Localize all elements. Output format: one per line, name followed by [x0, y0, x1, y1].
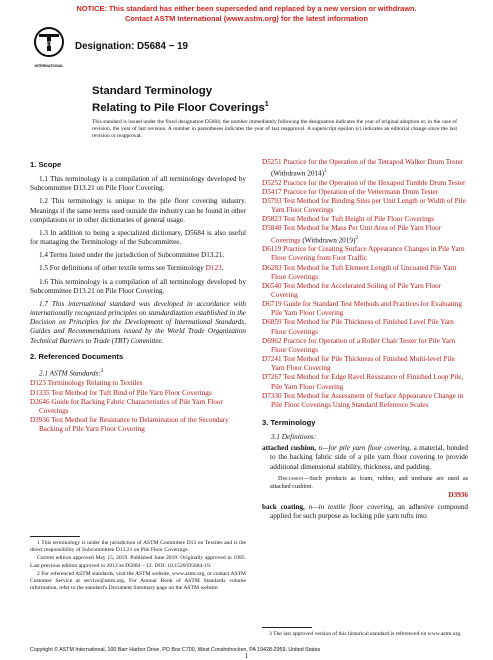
reference-code-link[interactable]: D5251 [262, 158, 282, 166]
reference-item [262, 215, 468, 224]
footnote-1-edition: Current edition approved May 15, 2019. Published June 2019. Originally approved in 1995. Last previous edition approved in 2012 as D5684 – 12. DOI: 10.1520/D5684-19. [30, 555, 246, 569]
reference-title-link[interactable]: Test Method for Edge Ravel Resistance of Finished Loop Pile, Pile Yarn Floor Covering [271, 373, 464, 391]
reference-code-link[interactable]: D6119 [262, 245, 282, 254]
astm-standards-subheading [30, 367, 246, 379]
reference-withdrawn-note: (Withdrawn 2019) [300, 236, 356, 245]
left-reference-list [30, 379, 246, 434]
reference-item [262, 392, 468, 410]
reference-title-link[interactable]: Practice for Operation of the Vettermann Drum Tester [281, 187, 439, 196]
reference-item [30, 416, 246, 434]
reference-code-link[interactable]: D7267 [262, 373, 282, 382]
scope-1-5-text: 1.5 For definitions of other textile terms see Terminology [39, 264, 206, 273]
page-number: 1 [244, 652, 249, 660]
reference-title-link[interactable]: Test Method for Pile Thickness of Finished Multi-level Pile Yarn Floor Covering [271, 355, 455, 373]
reference-code-link[interactable]: D3936 [30, 415, 50, 424]
scope-1-3: 1.3 In addition to being a specialized dictionary, D5684 is also useful for managing the Terminology of the Subcommittee. [30, 228, 246, 247]
reference-title-link[interactable]: Practice for the Operation of the Tetrapod Walker Drum Tester [281, 158, 464, 166]
reference-item [262, 179, 468, 188]
reference-code-link[interactable]: D6719 [262, 300, 282, 309]
term-back-coating [262, 503, 468, 521]
reference-item [262, 264, 468, 282]
reference-title-link[interactable]: Test Method for Resistance to Delamination of the Secondary Backing of Pile Yarn Floor Covering [39, 415, 229, 434]
reference-item [262, 355, 468, 373]
reference-code-link[interactable]: D5823 [262, 215, 282, 224]
reference-item [262, 197, 468, 215]
scope-1-5 [30, 264, 246, 273]
reference-code-link[interactable]: D7330 [262, 391, 282, 400]
term-2-definition: an adhesive compound applied for such purpose as locking pile yarn tufts into [270, 502, 468, 521]
footnote-3: 3 The last approved version of this historical standard is referenced on www.astm.org. [269, 631, 462, 637]
scope-heading: 1. Scope [30, 160, 62, 169]
term-attached-cushion [262, 444, 468, 471]
footnotes-right [262, 631, 468, 639]
definitions-subheading [262, 433, 468, 442]
document-title [92, 84, 269, 115]
footnote-rule-right [262, 627, 312, 628]
reference-code-link[interactable]: D5252 [262, 178, 282, 187]
scope-1-7: 1.7 This international standard was developed in accordance with internationally recognized principles on standardization established in the Decision on Principles for the Development of International Standards, Guides and Recommendations issued by the World Trade Organization Technical Barriers to Trade (TBT) Committee. [30, 299, 246, 345]
reference-title-link[interactable]: Test Method for Tuft Element Length of Uncoated Pile Yarn Floor Coverings [271, 263, 457, 281]
reference-item [262, 158, 468, 179]
notice-line-2: Contact ASTM International (www.astm.org) for the latest information [125, 13, 368, 23]
referenced-documents-heading: 2. Referenced Documents [30, 351, 124, 361]
reference-item [262, 318, 468, 336]
title-line-1: Standard Terminology [92, 85, 213, 97]
scope-1-5-end: . [221, 264, 224, 273]
d123-link[interactable]: D123 [205, 264, 222, 273]
reference-code-link[interactable]: D6962 [262, 336, 282, 345]
fn2-mark: 2 [100, 368, 104, 374]
reference-code-link[interactable]: D1335 [30, 388, 50, 397]
reference-code-link[interactable]: D6540 [262, 281, 282, 290]
intro-paragraph: This standard is issued under the fixed designation D5684; the number immediately following the designation indicates the year of original adoption or, in the case of revision, the year of last revision. A number in parentheses indicates the year of last reapproval. A superscript epsilon (ε) indicates an editorial change since the last revision or reapproval. [92, 119, 457, 140]
reference-title-link[interactable]: Test Method for Accelerated Soiling of Pile Yarn Floor Covering [271, 281, 442, 299]
definitions-label: 3.1 Definitions: [271, 433, 317, 442]
svg-text:ASTM: ASTM [39, 41, 59, 48]
title-footnote-mark: 1 [264, 101, 269, 108]
scope-1-1: 1.1 This terminology is a compilation of all terminology developed by Subcommittee D13.21 on Pile Floor Covering. [30, 175, 246, 193]
term-1-category: n—for pile yarn floor covering, [316, 444, 412, 453]
right-column [262, 158, 468, 524]
reference-title-link[interactable]: Guide for Backing Fabric Characteristics of Pile Yarn Floor Coverings [39, 397, 223, 415]
astm-logo-icon [30, 25, 68, 71]
title-line-2 [92, 98, 269, 115]
scope-1-4: 1.4 Terms listed under the jurisdiction of Subcommittee D13.21. [39, 251, 225, 260]
supersession-notice [0, 4, 493, 23]
discussion-label: Discussion [278, 474, 304, 482]
footnote-rule-left [30, 536, 80, 537]
reference-code-link[interactable]: D5417 [262, 187, 282, 196]
discussion-reference-d3936[interactable]: D3936 [448, 490, 468, 499]
reference-item [262, 300, 468, 318]
discussion-attached-cushion [262, 475, 468, 491]
astm-standards-label: 2.1 ASTM Standards: [39, 369, 101, 378]
footnote-2: 2 For referenced ASTM standards, visit the ASTM website, www.astm.org, or contact ASTM Customer Service at service@astm.org. For Annual Book of ASTM Standards volume information, refer to the standard's Document Summary page on the ASTM website. [30, 570, 246, 592]
reference-code-link[interactable]: D2646 [30, 397, 50, 406]
terminology-heading: 3. Terminology [262, 418, 316, 427]
reference-code-link[interactable]: D6283 [262, 263, 282, 272]
reference-title-link[interactable]: Practice for Creating Surface Appearance Changes in Pile Yarn Floor Covering from Foot Traffic [271, 245, 465, 263]
reference-item [262, 224, 468, 245]
reference-title-link[interactable]: Practice for Operation of a Roller Chair Tester for Pile Yarn Floor Coverings [271, 336, 455, 354]
reference-title-link[interactable]: Practice for the Operation of the Hexapod Tumble Drum Tester [281, 178, 466, 187]
reference-title-link[interactable]: Test Method for Tuft Bind of Pile Yarn Floor Coverings [49, 388, 212, 397]
footnotes-left [30, 540, 246, 593]
copyright-line: Copyright © ASTM International, 100 Barr Harbor Drive, PO Box C700, West Conshohocken, PA 19428-2959. United States [30, 647, 321, 653]
reference-code-link[interactable]: D5793 [262, 197, 282, 206]
reference-withdrawn-note: (Withdrawn 2014) [271, 169, 325, 178]
reference-footnote-mark: 3 [355, 235, 358, 241]
reference-item [30, 379, 246, 388]
reference-item [262, 188, 468, 197]
discussion-text: —Such products as foam, rubber, and urethane are used as attached cushion. [270, 474, 468, 490]
reference-code-link[interactable]: D123 [30, 379, 46, 388]
reference-item [262, 337, 468, 355]
term-2-category: n—in textile floor covering, [304, 502, 395, 511]
reference-item [30, 398, 246, 416]
designation: Designation: D5684 − 19 [75, 41, 188, 52]
reference-footnote-mark: 3 [324, 169, 327, 175]
reference-item [262, 282, 468, 300]
title-line-2-text: Relating to Pile Floor Coverings [92, 101, 265, 114]
reference-item [262, 373, 468, 391]
term-2-name: back coating, [262, 502, 305, 511]
scope-1-2: 1.2 This terminology is unique to the pile floor covering industry. Meanings if the same terms used outside the industry can be found in other compilations or in other dictionaries of general usage. [30, 197, 246, 224]
reference-item [262, 245, 468, 263]
reference-title-link[interactable]: Guide for Standard Test Methods and Practices for Evaluating Pile Yarn Floor Covering [271, 300, 462, 318]
reference-title-link[interactable]: Test Method for Tuft Height of Pile Floor Coverings [281, 215, 435, 224]
reference-code-link[interactable]: D7241 [262, 355, 282, 364]
reference-title-link[interactable]: Terminology Relating to Textiles [45, 379, 143, 388]
reference-title-link[interactable]: Test Method for Assessment of Surface Appearance Change in Pile Floor Coverings Using Standard Reference Scales [271, 391, 464, 409]
scope-1-6: 1.6 This terminology is a compilation of all terminology developed by Subcommittee D13.21 on Pile Floor Covering. [30, 277, 246, 295]
footnote-1: 1 This terminology is under the jurisdiction of ASTM Committee D13 on Textiles and is the direct responsibility of Subcommittee D13.21 on Pile Floor Coverings. [30, 540, 246, 554]
right-reference-list [262, 158, 468, 410]
reference-code-link[interactable]: D5848 [262, 224, 282, 233]
reference-title-link[interactable]: Test Method for Mass Per Unit Area of Pile Yarn Floor Coverings [271, 224, 442, 245]
term-1-name: attached cushion, [262, 444, 317, 453]
reference-code-link[interactable]: D6859 [262, 318, 282, 327]
notice-line-1: NOTICE: This standard has either been superseded and replaced by a new version or withdrawn. [76, 4, 417, 13]
reference-item [30, 389, 246, 398]
reference-title-link[interactable]: Test Method for Binding Sites per Unit Length or Width of Pile Yarn Floor Coverings [271, 197, 466, 215]
left-column [30, 160, 246, 434]
term-1-definition: a material, bonded to the backing fabric side of a pile yarn floor covering to provide additional dimensional stability, thickness, and padding. [270, 444, 469, 471]
svg-text:INTERNATIONAL: INTERNATIONAL [34, 64, 64, 68]
reference-title-link[interactable]: Test Method for Pile Thickness of Finished Level Pile Yarn Floor Coverings [271, 318, 454, 336]
